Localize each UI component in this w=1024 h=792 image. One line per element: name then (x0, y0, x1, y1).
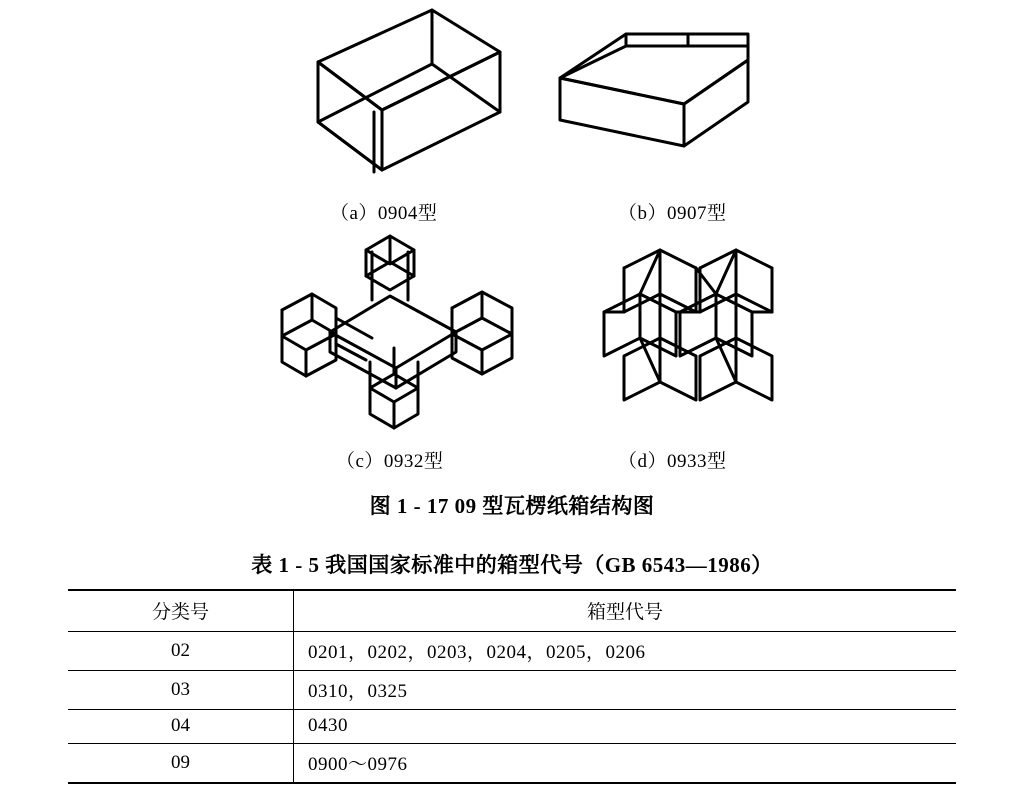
figure-title: 图 1 - 17 09 型瓦楞纸箱结构图 (369, 494, 655, 518)
table-row (68, 671, 956, 710)
table-header-row (68, 590, 956, 632)
diagram-0904 (318, 10, 500, 172)
table-row (68, 744, 956, 784)
diagram-0907 (560, 34, 748, 146)
cell-class-no: 09 (68, 744, 294, 784)
diagram-0932 (282, 236, 512, 428)
table-row (68, 632, 956, 671)
cell-box-codes: 0310，0325 (294, 671, 957, 710)
table-title: 表 1 - 5 我国国家标准中的箱型代号（GB 6543—1986） (251, 553, 773, 577)
cell-box-codes: 0201，0202，0203，0204，0205，0206 (294, 632, 957, 671)
figure-subcaption-d: （d）0933型 (618, 451, 727, 472)
figure-subcaption-c: （c）0932型 (336, 451, 444, 472)
box-code-table (68, 589, 956, 784)
table-body (68, 632, 956, 784)
figure-subcaption-b: （b）0907型 (618, 203, 727, 224)
table-header-class-no: 分类号 (68, 590, 294, 632)
table-header (68, 590, 956, 632)
cell-class-no: 02 (68, 632, 294, 671)
box-code-table-wrapper (68, 589, 956, 784)
diagram-0933 (604, 250, 772, 400)
cell-class-no: 03 (68, 671, 294, 710)
table-header-box-code: 箱型代号 (294, 590, 957, 632)
cell-box-codes: 0900～0976 (294, 744, 957, 784)
cell-class-no: 04 (68, 710, 294, 744)
table-row (68, 710, 956, 744)
cell-box-codes: 0430 (294, 710, 957, 744)
figure-subcaption-a: （a）0904型 (330, 203, 438, 224)
